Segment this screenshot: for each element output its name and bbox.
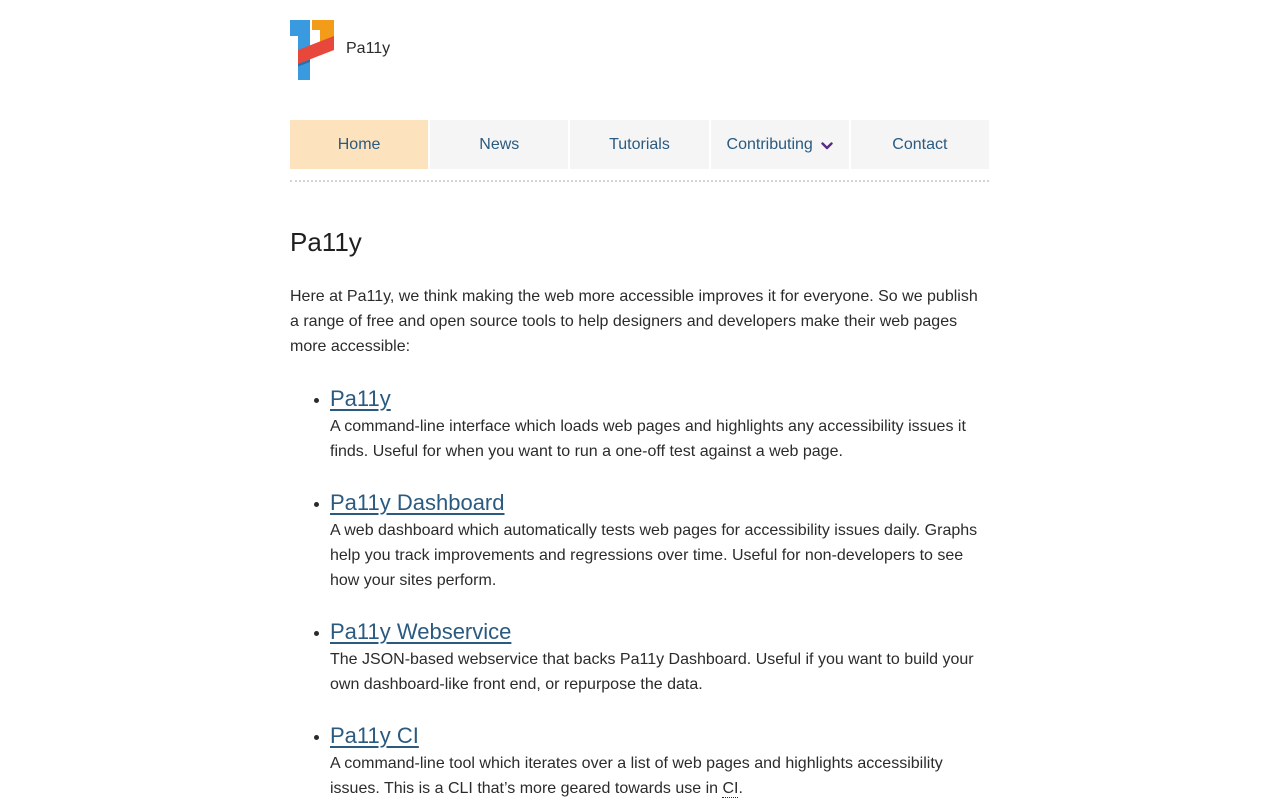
- list-item: [330, 617, 990, 697]
- nav-item-news[interactable]: [430, 120, 568, 169]
- nav-item-label: Home: [337, 135, 381, 153]
- pa11y-logo-icon: [290, 20, 334, 80]
- site-header: [290, 0, 990, 120]
- ci-abbreviation: CI: [722, 780, 739, 797]
- nav-item-home[interactable]: [290, 120, 428, 169]
- tool-link-pa11y[interactable]: Pa11y: [330, 386, 391, 411]
- list-item: [330, 384, 990, 464]
- page: [290, 0, 990, 797]
- nav-item-tutorials[interactable]: [570, 120, 708, 169]
- tools-list: [290, 384, 990, 800]
- list-item: [330, 488, 990, 593]
- tool-link-pa11y-dashboard[interactable]: Pa11y Dashboard: [330, 490, 505, 515]
- nav-item-contributing[interactable]: [711, 120, 849, 169]
- page-title: Pa11y: [290, 227, 362, 257]
- tool-link-pa11y-webservice[interactable]: Pa11y Webservice: [330, 619, 512, 644]
- nav-item-label: News: [479, 135, 520, 153]
- main-navigation: [290, 120, 989, 182]
- brand-name: Pa11y: [346, 40, 391, 57]
- nav-item-label: Contact: [892, 135, 948, 153]
- nav-list: [290, 120, 989, 169]
- home-logo-link[interactable]: [290, 20, 390, 80]
- chevron-down-icon: [821, 141, 833, 151]
- description-suffix: .: [738, 780, 743, 797]
- description-text: A command-line tool which iterates over a list of web pages and highlights accessibility issues. This is a CLI that’s more geared towards use in: [330, 755, 943, 797]
- tool-link-pa11y-ci[interactable]: Pa11y CI: [330, 723, 419, 748]
- nav-item-label: Contributing: [726, 135, 813, 153]
- list-item: [330, 721, 990, 800]
- intro-paragraph: Here at Pa11y, we think making the web more accessible improves it for everyone. So we publish a range of free and open source tools to help designers and developers make their web pages more accessible:: [290, 288, 978, 355]
- tool-description: [330, 751, 980, 800]
- tool-description: A web dashboard which automatically tests web pages for accessibility issues daily. Graphs help you track improvements and regressions over time. Useful for non-developers to see how your sites perform.: [330, 522, 978, 589]
- tool-description: A command-line interface which loads web pages and highlights any accessibility issues it finds. Useful for when you want to run a one-off test against a web page.: [330, 418, 966, 460]
- tool-description: The JSON-based webservice that backs Pa11y Dashboard. Useful if you want to build your own dashboard-like front end, or repurpose the data.: [330, 651, 974, 693]
- nav-item-label: Tutorials: [609, 135, 670, 153]
- main-content: [290, 226, 990, 800]
- nav-item-contact[interactable]: [851, 120, 989, 169]
